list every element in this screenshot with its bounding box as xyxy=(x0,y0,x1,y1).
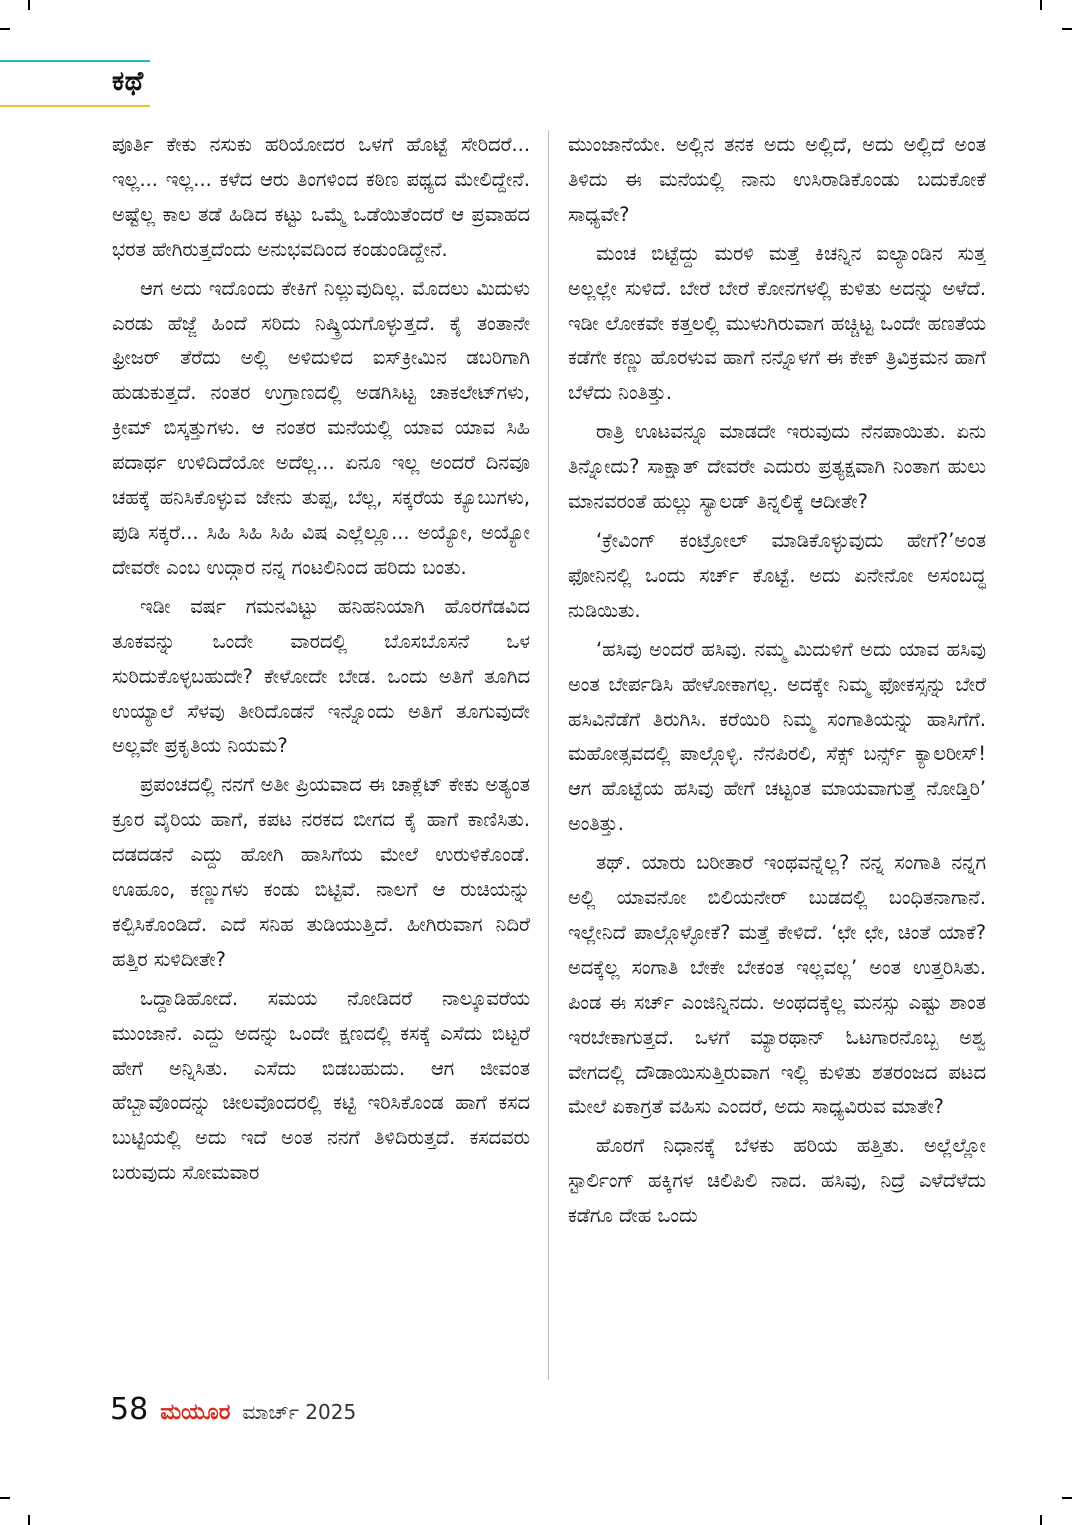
crop-mark-right-upper xyxy=(1062,28,1072,30)
crop-mark-left-upper xyxy=(0,28,10,30)
paragraph: ತಥ್. ಯಾರು ಬರೀತಾರೆ ಇಂಥವನ್ನೆಲ್ಲ? ನನ್ನ ಸಂಗಾತಿ ನನ್ನಗ ಅಲ್ಲಿ ಯಾವನೋ ಬಿಲಿಯನೇರ್ ಬುಡದಲ್ಲಿ ಬಂಧಿತನಾಗಾನೆ. ಇಲ್ಲೇನಿದೆ ಪಾಲ್ಗೊಳ್ಳೋಕೆ? ಮತ್ತೆ ಕೇಳಿದೆ. ‘ಛೇ ಛೇ, ಚಿಂತೆ ಯಾಕೆ? ಅದಕ್ಕೆಲ್ಲ ಸಂಗಾತಿ ಬೇಕೇ ಬೇಕಂತ ಇಲ್ಲವಲ್ಲ’ ಅಂತ ಉತ್ತರಿಸಿತು. ಪಿಂಡ ಈ ಸರ್ಚ್ ಎಂಜಿನ್ನಿನದು. ಅಂಥದಕ್ಕೆಲ್ಲ ಮನಸ್ಸು ಎಷ್ಟು ಶಾಂತ ಇರಬೇಕಾಗುತ್ತದೆ. ಒಳಗೆ ಮ್ಯಾರಥಾನ್ ಓಟಗಾರನೊಬ್ಬ ಅಶ್ವ ವೇಗದಲ್ಲಿ ದೌಡಾಯಿಸುತ್ತಿರುವಾಗ ಇಲ್ಲಿ ಕುಳಿತು ಶತರಂಜದ ಪಟದ ಮೇಲೆ ಏಕಾಗ್ರತೆ ವಹಿಸು ಎಂದರೆ, ಅದು ಸಾಧ್ಯವಿರುವ ಮಾತೇ? xyxy=(568,851,986,1119)
page-number: 58 xyxy=(110,1392,149,1427)
section-title: ಕಥೆ xyxy=(112,66,144,97)
paragraph: ಒದ್ದಾಡಿಹೋದೆ. ಸಮಯ ನೋಡಿದರೆ ನಾಲ್ಕೂವರೆಯ ಮುಂಜಾನೆ. ಎದ್ದು ಅದನ್ನು ಒಂದೇ ಕ್ಷಣದಲ್ಲಿ ಕಸಕ್ಕೆ ಎಸೆದು ಬಿಟ್ಟರೆ ಹೇಗೆ ಅನ್ನಿಸಿತು. ಎಸೆದು ಬಿಡಬಹುದು. ಆಗ ಜೀವಂತ ಹೆಬ್ಬಾವೊಂದನ್ನು ಚೀಲವೊಂದರಲ್ಲಿ ಕಟ್ಟಿ ಇರಿಸಿಕೊಂಡ ಹಾಗೆ ಕಸದ ಬುಟ್ಟಿಯಲ್ಲಿ ಅದು ಇದೆ ಅಂತ ನನಗೆ ತಿಳಿದಿರುತ್ತದೆ. ಕಸದವರು ಬರುವುದು ಸೋಮವಾರ xyxy=(112,986,530,1185)
crop-mark-top-right xyxy=(1040,0,1042,10)
header-rule-bottom xyxy=(0,105,150,107)
paragraph: ‘ಹಸಿವು ಅಂದರೆ ಹಸಿವು. ನಮ್ಮ ಮಿದುಳಿಗೆ ಅದು ಯಾವ ಹಸಿವು ಅಂತ ಬೇರ್ಪಡಿಸಿ ಹೇಳೋಕಾಗಲ್ಲ. ಅದಕ್ಕೇ ನಿಮ್ಮ ಫೋಕಸ್ಸನ್ನು ಬೇರೆ ಹಸಿವಿನೆಡೆಗೆ ತಿರುಗಿಸಿ. ಕರೆಯಿರಿ ನಿಮ್ಮ ಸಂಗಾತಿಯನ್ನು ಹಾಸಿಗೆಗೆ. ಮಹೋತ್ಸವದಲ್ಲಿ ಪಾಲ್ಗೊಳ್ಳಿ. ನೆನಪಿರಲಿ, ಸೆಕ್ಸ್ ಬರ್ನ್ಸ್ ಕ್ಯಾಲರೀಸ್! ಆಗ ಹೊಟ್ಟೆಯ ಹಸಿವು ಹೇಗೆ ಚಟ್ಟಂತ ಮಾಯವಾಗುತ್ತೆ ನೋಡ್ತಿರಿ’ ಅಂತಿತ್ತು. xyxy=(568,637,986,836)
crop-mark-right-lower xyxy=(1062,1497,1072,1499)
magazine-logo: ಮಯೂರ xyxy=(160,1400,231,1425)
article-column-left xyxy=(112,128,530,1378)
paragraph: ಪೂರ್ತಿ ಕೇಕು ನಸುಕು ಹರಿಯೋದರ ಒಳಗೆ ಹೊಟ್ಟೆ ಸೇರಿದರೆ... ಇಲ್ಲ... ಇಲ್ಲ... ಕಳೆದ ಆರು ತಿಂಗಳಿಂದ ಕಠಿಣ ಪಥ್ಯದ ಮೇಲಿದ್ದೇನೆ. ಅಷ್ಟೆಲ್ಲ ಕಾಲ ತಡೆ ಹಿಡಿದ ಕಟ್ಟು ಒಮ್ಮೆ ಒಡೆಯಿತೆಂದರೆ ಆ ಪ್ರವಾಹದ ಭರತ ಹೇಗಿರುತ್ತದೆಂದು ಅನುಭವದಿಂದ ಕಂಡುಂಡಿದ್ದೇನೆ. xyxy=(112,133,530,261)
header-rule-top xyxy=(0,60,150,62)
crop-mark-bottom-left xyxy=(28,1515,30,1525)
crop-mark-bottom-right xyxy=(1040,1515,1042,1525)
paragraph: ರಾತ್ರಿ ಊಟವನ್ನೂ ಮಾಡದೇ ಇರುವುದು ನೆನಪಾಯಿತು. ಏನು ತಿನ್ನೋದು? ಸಾಕ್ಷಾತ್ ದೇವರೇ ಎದುರು ಪ್ರತ್ಯಕ್ಷವಾಗಿ ನಿಂತಾಗ ಹುಲು ಮಾನವರಂತೆ ಹುಲ್ಲು ಸ್ಯಾಲಡ್ ತಿನ್ನಲಿಕ್ಕೆ ಆದೀತೇ? xyxy=(568,420,986,514)
paragraph: ಆಗ ಅದು ಇದೊಂದು ಕೇಕಿಗೆ ನಿಲ್ಲುವುದಿಲ್ಲ. ಮೊದಲು ಮಿದುಳು ಎರಡು ಹೆಜ್ಜೆ ಹಿಂದೆ ಸರಿದು ನಿಷ್ಕ್ರಿಯಗೊಳ್ಳುತ್ತದೆ. ಕೈ ತಂತಾನೇ ಫ್ರೀಜರ್ ತೆರೆದು ಅಲ್ಲಿ ಅಳಿದುಳಿದ ಐಸ್‌ಕ್ರೀಮಿನ ಡಬರಿಗಾಗಿ ಹುಡುಕುತ್ತದೆ. ನಂತರ ಉಗ್ರಾಣದಲ್ಲಿ ಅಡಗಿಸಿಟ್ಟ ಚಾಕಲೇಟ್‌ಗಳು, ಕ್ರೀಮ್ ಬಿಸ್ಕತ್ತುಗಳು. ಆ ನಂತರ ಮನೆಯಲ್ಲಿ ಯಾವ ಯಾವ ಸಿಹಿ ಪದಾರ್ಥ ಉಳಿದಿದೆಯೋ ಅದೆಲ್ಲ... ಏನೂ ಇಲ್ಲ ಅಂದರೆ ದಿನವೂ ಚಹಕ್ಕೆ ಹನಿಸಿಕೊಳ್ಳುವ ಜೇನು ತುಪ್ಪ, ಬೆಲ್ಲ, ಸಕ್ಕರೆಯ ಕ್ಯೂಬುಗಳು, ಪುಡಿ ಸಕ್ಕರೆ... ಸಿಹಿ ಸಿಹಿ ಸಿಹಿ ವಿಷ ಎಲ್ಲೆಲ್ಲೂ... ಅಯ್ಯೋ, ಅಯ್ಯೋ ದೇವರೇ ಎಂಬ ಉದ್ಗಾರ ನನ್ನ ಗಂಟಲಿನಿಂದ ಹರಿದು ಬಂತು. xyxy=(112,276,530,579)
paragraph: ಹೊರಗೆ ನಿಧಾನಕ್ಕೆ ಬೆಳಕು ಹರಿಯ ಹತ್ತಿತು. ಅಲ್ಲೆಲ್ಲೋ ಸ್ಟಾರ್ಲಿಂಗ್ ಹಕ್ಕಿಗಳ ಚಿಲಿಪಿಲಿ ನಾದ. ಹಸಿವು, ನಿದ್ರೆ ಎಳೆದೆಳೆದು ಕಡೆಗೂ ದೇಹ ಒಂದು xyxy=(568,1134,986,1228)
paragraph: ಮಂಚ ಬಿಟ್ಟೆದ್ದು ಮರಳಿ ಮತ್ತೆ ಕಿಚನ್ನಿನ ಐಲ್ಯಾಂಡಿನ ಸುತ್ತ ಅಲ್ಲಲ್ಲೇ ಸುಳಿದೆ. ಬೇರೆ ಬೇರೆ ಕೋನಗಳಲ್ಲಿ ಕುಳಿತು ಅದನ್ನು ಅಳೆದೆ. ಇಡೀ ಲೋಕವೇ ಕತ್ತಲಲ್ಲಿ ಮುಳುಗಿರುವಾಗ ಹಚ್ಚಿಟ್ಟ ಒಂದೇ ಹಣತೆಯ ಕಡೆಗೇ ಕಣ್ಣು ಹೊರಳುವ ಹಾಗೆ ನನ್ನೊಳಗೆ ಈ ಕೇಕ್ ತ್ರಿವಿಕ್ರಮನ ಹಾಗೆ ಬೆಳೆದು ನಿಂತಿತ್ತು. xyxy=(568,241,986,405)
paragraph: ‘ಕ್ರೇವಿಂಗ್ ಕಂಟ್ರೋಲ್ ಮಾಡಿಕೊಳ್ಳುವುದು ಹೇಗೆ?’ಅಂತ ಫೋನಿನಲ್ಲಿ ಒಂದು ಸರ್ಚ್ ಕೊಟ್ಟೆ. ಅದು ಏನೇನೋ ಅಸಂಬದ್ಧ ನುಡಿಯಿತು. xyxy=(568,528,986,622)
paragraph: ಇಡೀ ವರ್ಷ ಗಮನವಿಟ್ಟು ಹನಿಹನಿಯಾಗಿ ಹೊರಗೆಡವಿದ ತೂಕವನ್ನು ಒಂದೇ ವಾರದಲ್ಲಿ ಬೊಸಬೊಸನೆ ಒಳ ಸುರಿದುಕೊಳ್ಳಬಹುದೇ? ಕೇಳೋದೇ ಬೇಡ. ಒಂದು ಅತಿಗೆ ತೂಗಿದ ಉಯ್ಯಾಲೆ ಸೆಳವು ತೀರಿದೊಡನೆ ಇನ್ನೊಂದು ಅತಿಗೆ ತೂಗುವುದೇ ಅಲ್ಲವೇ ಪ್ರಕೃತಿಯ ನಿಯಮ? xyxy=(112,594,530,758)
article-column-right xyxy=(568,128,986,1378)
paragraph: ಪ್ರಪಂಚದಲ್ಲಿ ನನಗೆ ಅತೀ ಪ್ರಿಯವಾದ ಈ ಚಾಕ್ಲೆಟ್ ಕೇಕು ಅತ್ಯಂತ ಕ್ರೂರ ವೈರಿಯ ಹಾಗೆ, ಕಪಟ ನರಕದ ಬೀಗದ ಕೈ ಹಾಗೆ ಕಾಣಿಸಿತು. ದಡದಡನೆ ಎದ್ದು ಹೋಗಿ ಹಾಸಿಗೆಯ ಮೇಲೆ ಉರುಳಿಕೊಂಡೆ. ಊಹೂಂ, ಕಣ್ಣುಗಳು ಕಂಡು ಬಿಟ್ಟಿವೆ. ನಾಲಗೆ ಆ ರುಚಿಯನ್ನು ಕಲ್ಪಿಸಿಕೊಂಡಿದೆ. ಎದೆ ಸನಿಹ ತುಡಿಯುತ್ತಿದೆ. ಹೀಗಿರುವಾಗ ನಿದಿರೆ ಹತ್ತಿರ ಸುಳಿದೀತೇ? xyxy=(112,773,530,971)
page-footer xyxy=(110,1392,356,1427)
crop-mark-top-left xyxy=(28,0,30,10)
crop-mark-left-lower xyxy=(0,1497,10,1499)
paragraph: ಮುಂಜಾನೆಯೇ. ಅಲ್ಲಿನ ತನಕ ಅದು ಅಲ್ಲಿದೆ, ಅದು ಅಲ್ಲಿದೆ ಅಂತ ತಿಳಿದು ಈ ಮನೆಯಲ್ಲಿ ನಾನು ಉಸಿರಾಡಿಕೊಂಡು ಬದುಕೋಕೆ ಸಾಧ್ಯವೇ? xyxy=(568,133,986,226)
issue-date: ಮಾರ್ಚ್ 2025 xyxy=(242,1400,357,1424)
column-divider xyxy=(548,130,549,1380)
